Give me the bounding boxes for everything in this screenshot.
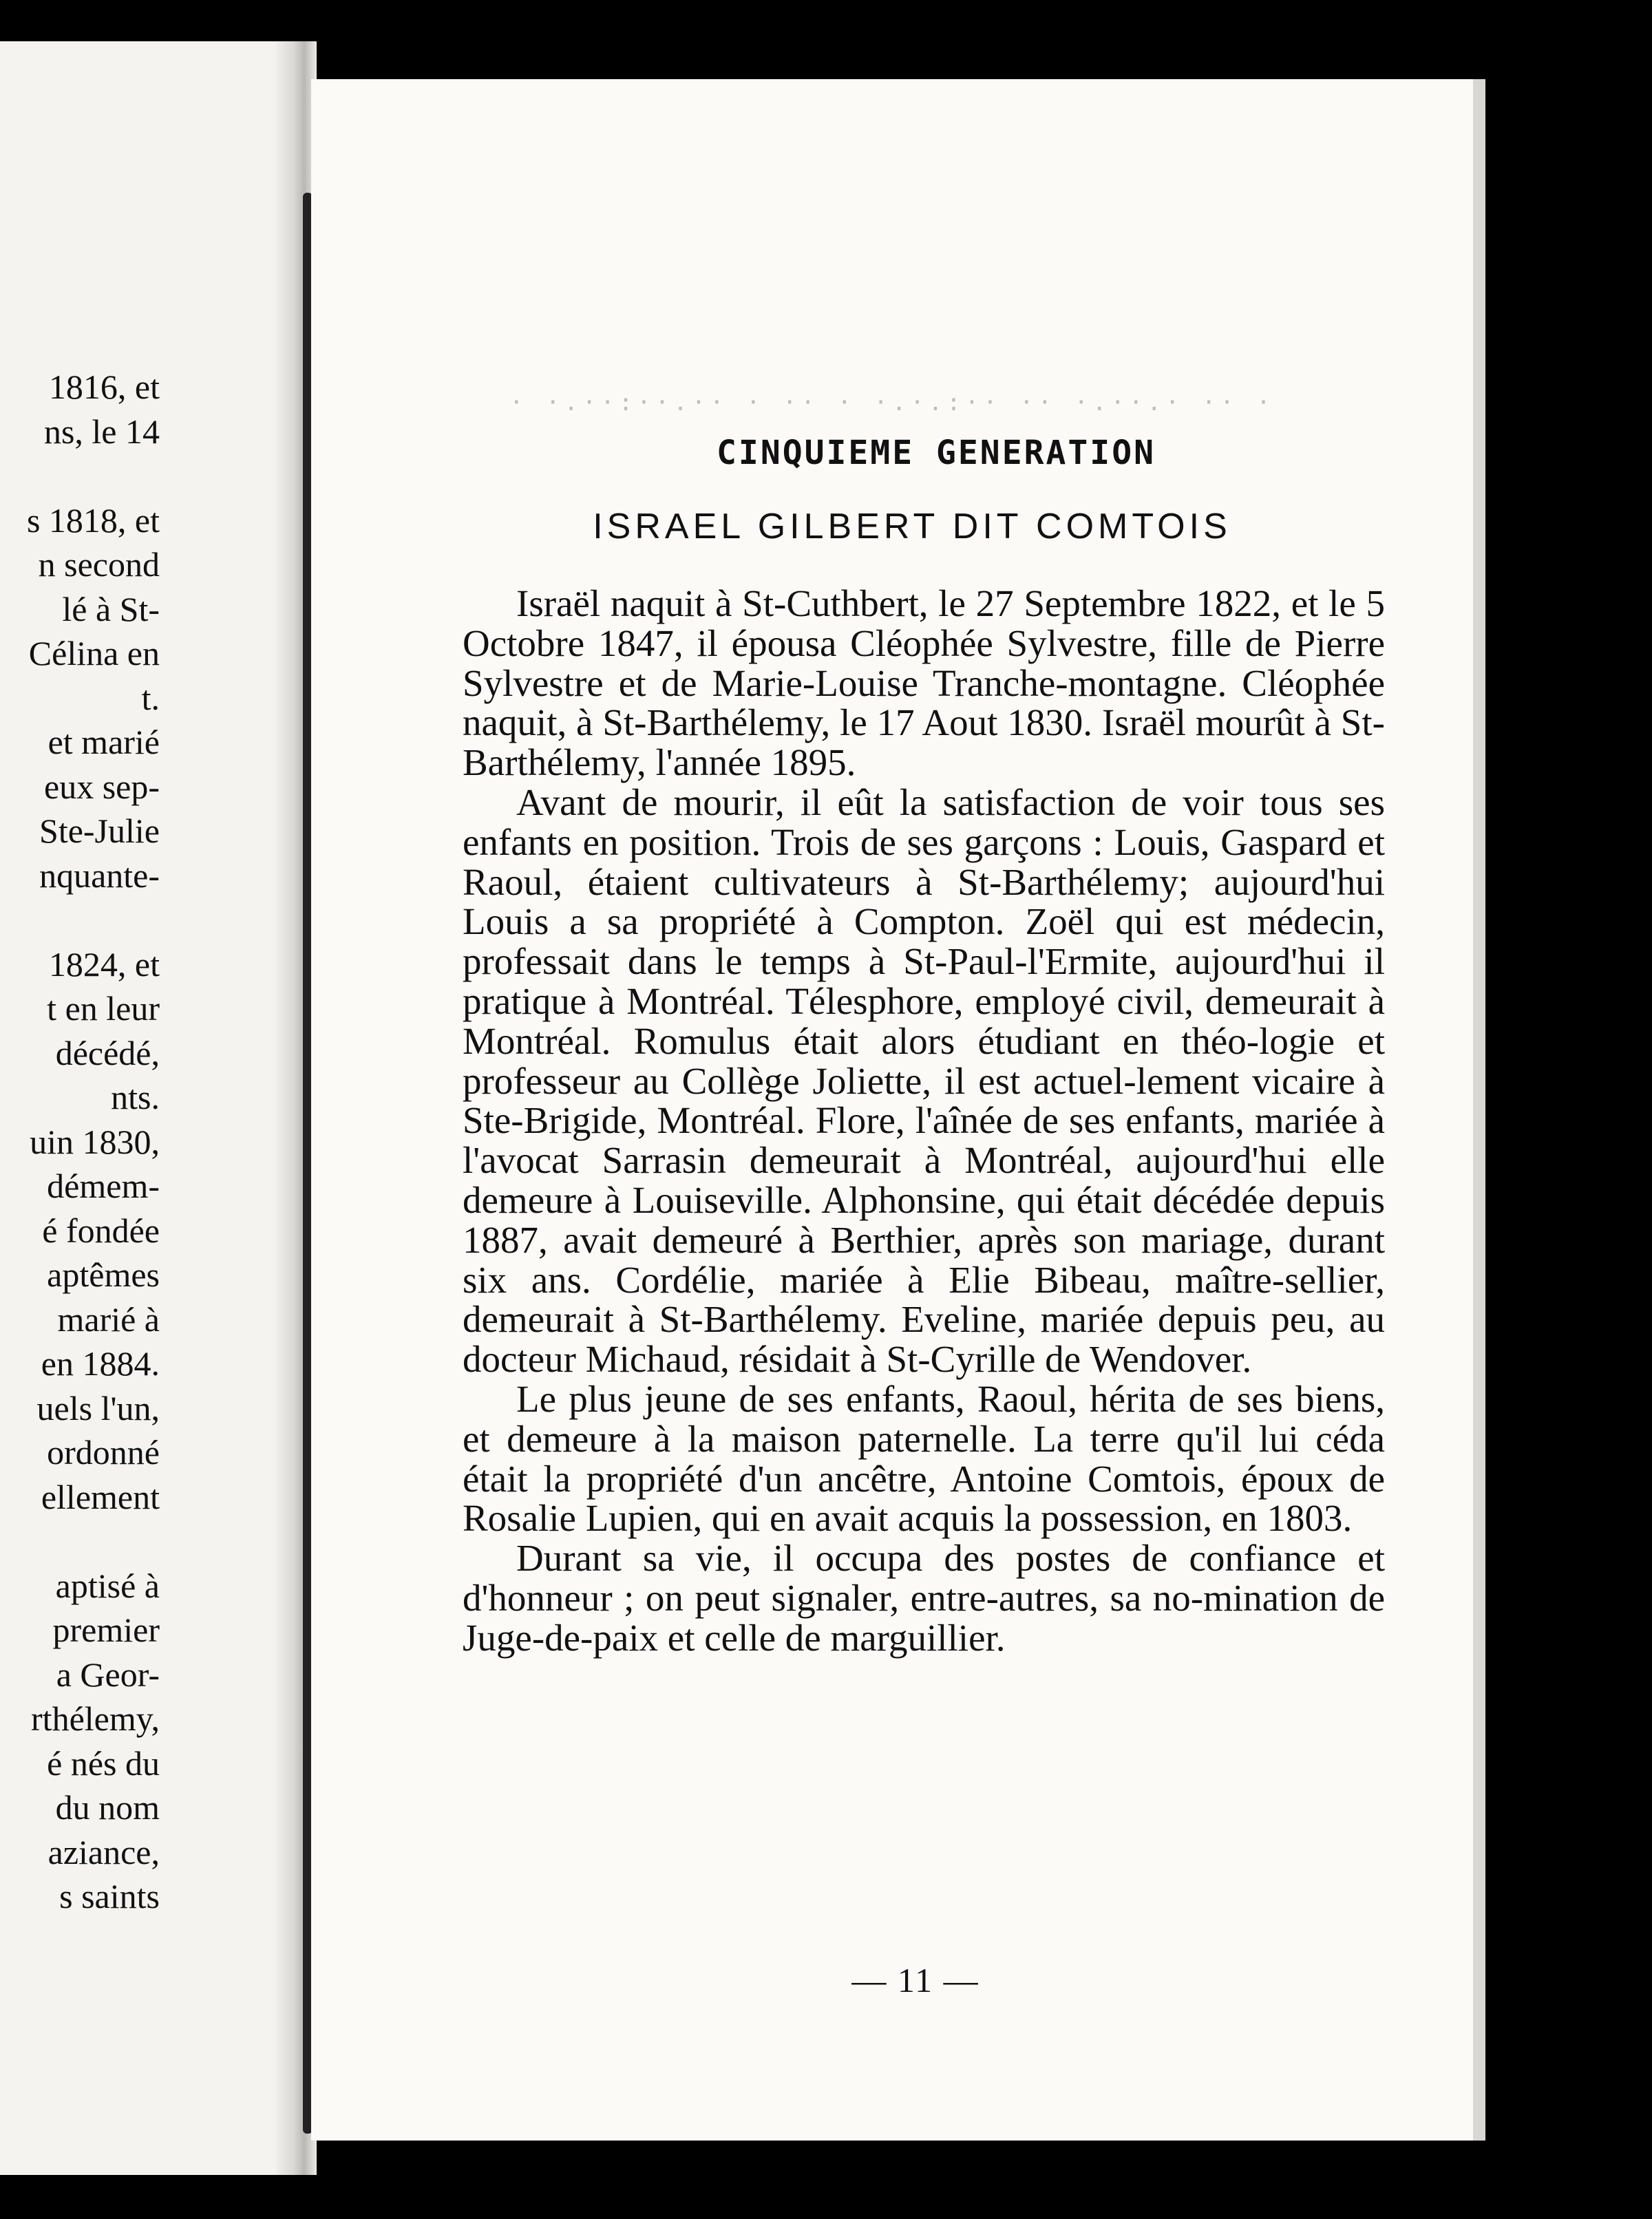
left-page-line-fragment: é nés du [47,1743,160,1783]
left-page-line-fragment: Célina en [28,634,160,672]
left-page-line-fragment: ns, le 14 [43,412,160,451]
paragraph: Durant sa vie, il occupa des postes de confiance et d'honneur ; on peut signaler, entre-autres, sa no-mination de Juge-de-paix et celle de marguillier. [463,1537,1385,1659]
left-page-line-fragment: marié à [57,1299,160,1339]
right-page-edge [1473,79,1485,2141]
paragraph: Avant de mourir, il eût la satisfaction de voir tous ses enfants en position. Trois de ses garçons : Louis, Gaspard et Raoul, étaient cultivateurs à St-Barthélemy; aujourd'hui Louis a sa propriété à Compton. Zoël qui est médecin, professait dans le temps à St-Paul-l'Ermite, aujourd'hui il pratique à Montréal. Télesphore, employé civil, demeurait à Montréal. Romulus était alors étudiant en théo-logie et professeur au Collège Joliette, il est actuel-lement vicaire à Ste-Brigide, Montréal. Flore, l'aînée de ses enfants, mariée à l'avocat Sarrasin demeurait à Montréal, aujourd'hui elle demeure à Louiseville. Alphonsine, qui était décédée depuis 1887, avait demeuré à Berthier, après son mariage, durant six ans. Cordélie, mariée à Elie Bibeau, maître-sellier, demeurait à St-Barthélemy. Eveline, mariée depuis peu, au docteur Michaud, résidait à St-Cyrille de Wendover. [463,781,1385,1381]
left-page-line-fragment: aptêmes [47,1255,160,1294]
left-page-line-fragment: eux sep- [44,767,160,806]
left-page-line-fragment: n second [38,545,160,584]
subject-title: ISRAEL GILBERT DIT COMTOIS [593,507,1231,546]
paragraph: Israël naquit à St-Cuthbert, le 27 Septembre 1822, et le 5 Octobre 1847, il épousa Cléophée Sylvestre, fille de Pierre Sylvestre et de Marie-Louise Tranche-montagne. Cléophée naquit, à St-Barthélemy, le 17 Aout 1830. Israël mourût à St-Barthélemy, l'année 1895. [463,582,1385,784]
left-page-line-fragment [0,1519,160,1564]
left-page-line-fragment: et marié [47,723,160,761]
generation-title: CINQUIEME GENERATION [717,434,1156,472]
paragraph: Le plus jeune de ses enfants, Raoul, hérita de ses biens, et demeure à la maison paternelle. La terre qu'il lui céda était la propriété d'un ancêtre, Antoine Comtois, époux de Rosalie Lupien, qui en avait acquis la possession, en 1803. [463,1377,1385,1540]
left-page-line-fragment: nquante- [39,856,160,895]
left-page-line-fragment: démem- [47,1167,160,1205]
left-page-line-fragment [0,898,160,942]
left-page-line-fragment: s saints [59,1877,160,1915]
left-page-line-fragment: a Geor- [56,1655,160,1694]
left-page-line-fragment: premier [52,1611,160,1649]
left-page-line-fragment: t en leur [47,989,160,1028]
left-page-line-fragment: nts. [111,1078,160,1116]
left-page-line-fragment: aptisé à [55,1566,160,1605]
left-page-line-fragment: Ste-Julie [39,811,160,850]
left-page-line-fragment: ordonné [47,1433,160,1472]
left-page-line-fragment: 1824, et [48,944,160,984]
left-page-line-fragment: uels l'un, [36,1388,160,1427]
left-page-line-fragment: du nom [55,1788,160,1827]
left-page-line-fragment: é fondée [42,1211,160,1250]
left-page-line-fragment [0,454,160,498]
left-page-line-fragment: uin 1830, [30,1122,160,1161]
left-page-line-fragment: décédé, [55,1033,160,1072]
body-text [463,584,1385,1658]
left-page-line-fragment: en 1884. [41,1344,160,1383]
left-page-line-fragment: rthélemy, [31,1699,160,1738]
faded-bleed-through-header: · ·.··:··.·· · ·· · ·.·.:·· ·· ·.··.· ·· · [509,389,1275,416]
page-number: — 11 — [851,1961,979,1999]
left-page-line-fragment: aziance, [47,1832,160,1871]
left-page-line-fragment: t. [141,678,160,717]
left-page-line-fragment: ellement [41,1477,160,1516]
left-page-line-fragment: 1816, et [48,368,160,406]
left-facing-page [0,41,303,2175]
left-page-line-fragment: lé à St- [62,589,160,628]
left-page-text-column [0,365,160,1919]
left-page-line-fragment: s 1818, et [26,500,160,540]
